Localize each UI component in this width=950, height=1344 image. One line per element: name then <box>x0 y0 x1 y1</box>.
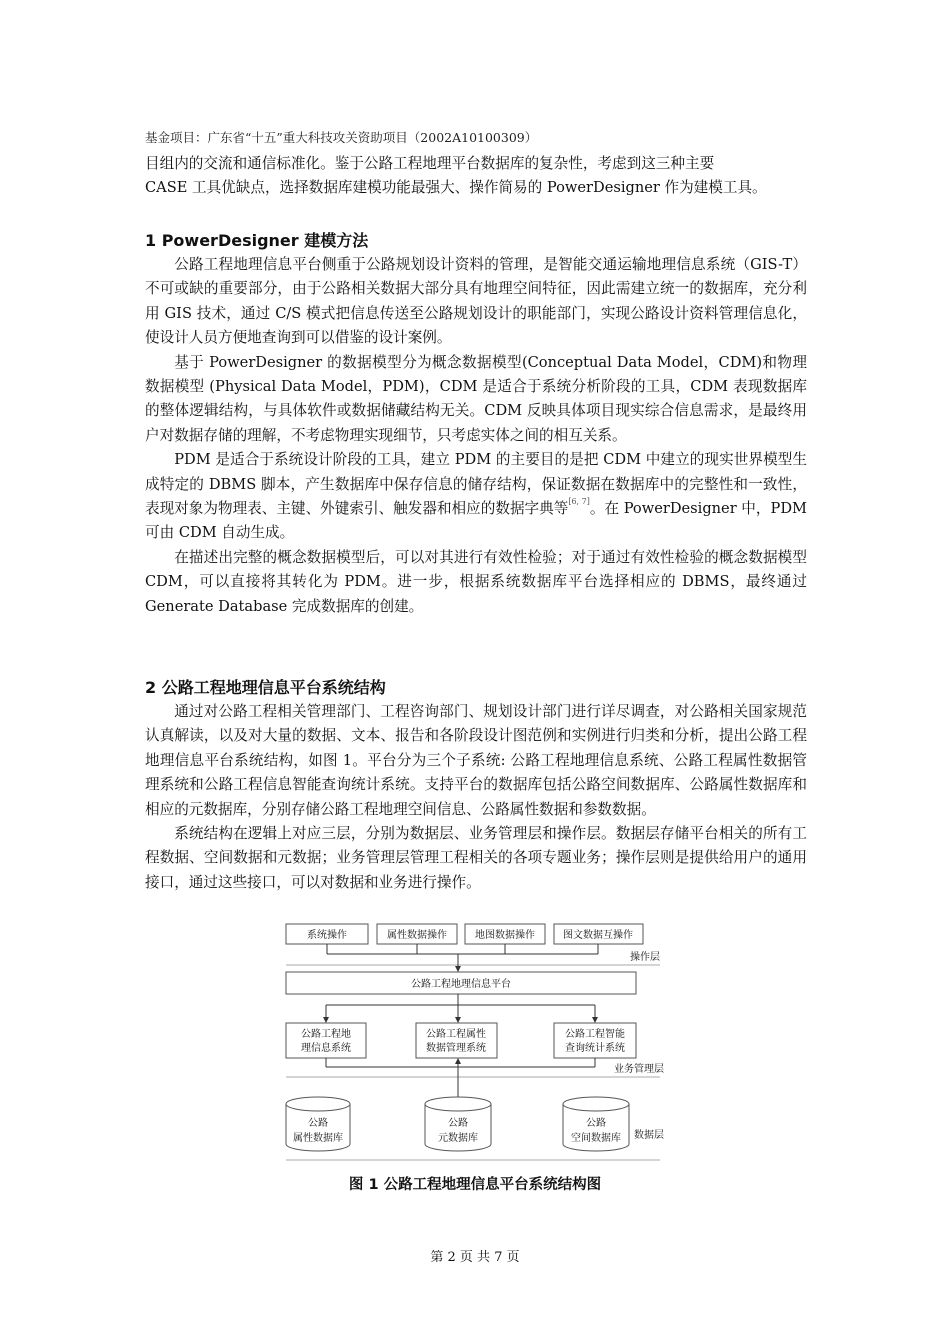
section-2-paragraph-2: 系统结构在逻辑上对应三层，分别为数据层、业务管理层和操作层。数据层存储平台相关的所有工程数据、空间数据和元数据；业务管理层管理工程相关的各项专题业务；操作层则是提供给用户的通用接口，通过这些接口，可以对数据和业务进行操作。 <box>145 825 807 891</box>
figure-caption: 图 1 公路工程地理信息平台系统结构图 <box>348 1177 602 1193</box>
subsystem-2-line-1: 公路工程属性 <box>426 1029 486 1040</box>
page-footer: 第 2 页 共 7 页 <box>430 1250 520 1265</box>
section-1-paragraph-1: 公路工程地理信息平台侧重于公路规划设计资料的管理，是智能交通运输地理信息系统（GIS-T）不可或缺的重要部分，由于公路相关数据大部分具有地理空间特征，因此需建立统一的数据库，充分利用 GIS 技术，通过 C/S 模式把信息传送至公路规划设计的职能部门，实现公路设计资料管理信息化，使设计人员方便地查询到可以借鉴的设计案例。 <box>145 256 807 347</box>
subsystem-3-line-1: 公路工程智能 <box>565 1029 625 1040</box>
data-layer-label: 数据层 <box>634 1130 664 1141</box>
citation-ref: [6, 7] <box>568 497 590 507</box>
section-1-paragraph-2: 基于 PowerDesigner 的数据模型分为概念数据模型(Conceptual Data Model，CDM)和物理数据模型 (Physical Data Model，PDM)，CDM 是适合于系统分析阶段的工具，CDM 表现数据库的整体逻辑结构，与具体软件或数据储藏结构无关。CDM 反映具体项目现实综合信息需求，是最终用户对数据存储的理解，不考虑物理实现细节，只考虑实体之间的相互关系。 <box>145 353 807 444</box>
db-1-line-1: 公路 <box>308 1118 328 1129</box>
db-3-line-2: 空间数据库 <box>571 1133 621 1144</box>
subsystem-2-line-2: 数据管理系统 <box>426 1043 486 1054</box>
operation-layer-label: 操作层 <box>630 952 660 963</box>
db-2-line-1: 公路 <box>448 1118 468 1129</box>
section-2-paragraph-1: 通过对公路工程相关管理部门、工程咨询部门、规划设计部门进行详尽调查，对公路相关国家规范认真解读，以及对大量的数据、文本、报告和各阶段设计图范例和实例进行归类和分析，提出公路工程地理信息平台系统结构，如图 1。平台分为三个子系统: 公路工程地理信息系统、公路工程属性数据管理系统和公路工程信息智能查询统计系统。支持平台的数据库包括公路空间数据库、公路属性数据库和相应的元数据库，分别存储公路工程地理空间信息、公路属性数据和参数数据。 <box>145 703 807 818</box>
intro-line-2: CASE 工具优缺点，选择数据库建模功能最强大、操作简易的 PowerDesigner 作为建模工具。 <box>145 179 767 197</box>
db-1-line-2: 属性数据库 <box>293 1133 343 1144</box>
subsystem-1-line-1: 公路工程地 <box>301 1029 351 1040</box>
paragraph-3-main: PDM 是适合于系统设计阶段的工具，建立 PDM 的主要目的是把 CDM 中建立的现实世界模型生成特定的 DBMS 脚本，产生数据库中保存信息的储存结构，保证数据在数据库中的完整性和一致性，表现对象为物理表、主键、外键索引、触发器和相应的数据字典等 <box>145 451 807 518</box>
op-label-2: 属性数据操作 <box>387 930 447 941</box>
op-label-4: 图文数据互操作 <box>563 930 633 941</box>
op-label-1: 系统操作 <box>307 930 347 941</box>
funding-note: 基金项目：广东省“十五”重大科技攻关资助项目（2002A10100309） <box>145 130 538 145</box>
intro-line-1: 目组内的交流和通信标准化。鉴于公路工程地理平台数据库的复杂性，考虑到这三种主要 <box>145 155 715 172</box>
subsystem-1-line-2: 理信息系统 <box>301 1043 351 1054</box>
db-2-line-2: 元数据库 <box>438 1133 478 1144</box>
subsystem-3-line-2: 查询统计系统 <box>565 1043 625 1054</box>
paragraph-3-tail: 。在 PowerDesigner 中，PDM 可由 CDM 自动生成。 <box>145 500 807 542</box>
section-2-heading: 2 公路工程地理信息平台系统结构 <box>145 678 386 697</box>
business-layer-label: 业务管理层 <box>614 1064 664 1075</box>
section-1-paragraph-4: 在描述出完整的概念数据模型后，可以对其进行有效性检验；对于通过有效性检验的概念数据模型 CDM，可以直接将其转化为 PDM。进一步，根据系统数据库平台选择相应的 DBMS，最终通过 Generate Database 完成数据库的创建。 <box>145 548 807 615</box>
op-label-3: 地图数据操作 <box>475 930 535 941</box>
db-3-line-1: 公路 <box>586 1118 606 1129</box>
section-1-heading: 1 PowerDesigner 建模方法 <box>145 231 369 250</box>
platform-label: 公路工程地理信息平台 <box>411 979 511 990</box>
